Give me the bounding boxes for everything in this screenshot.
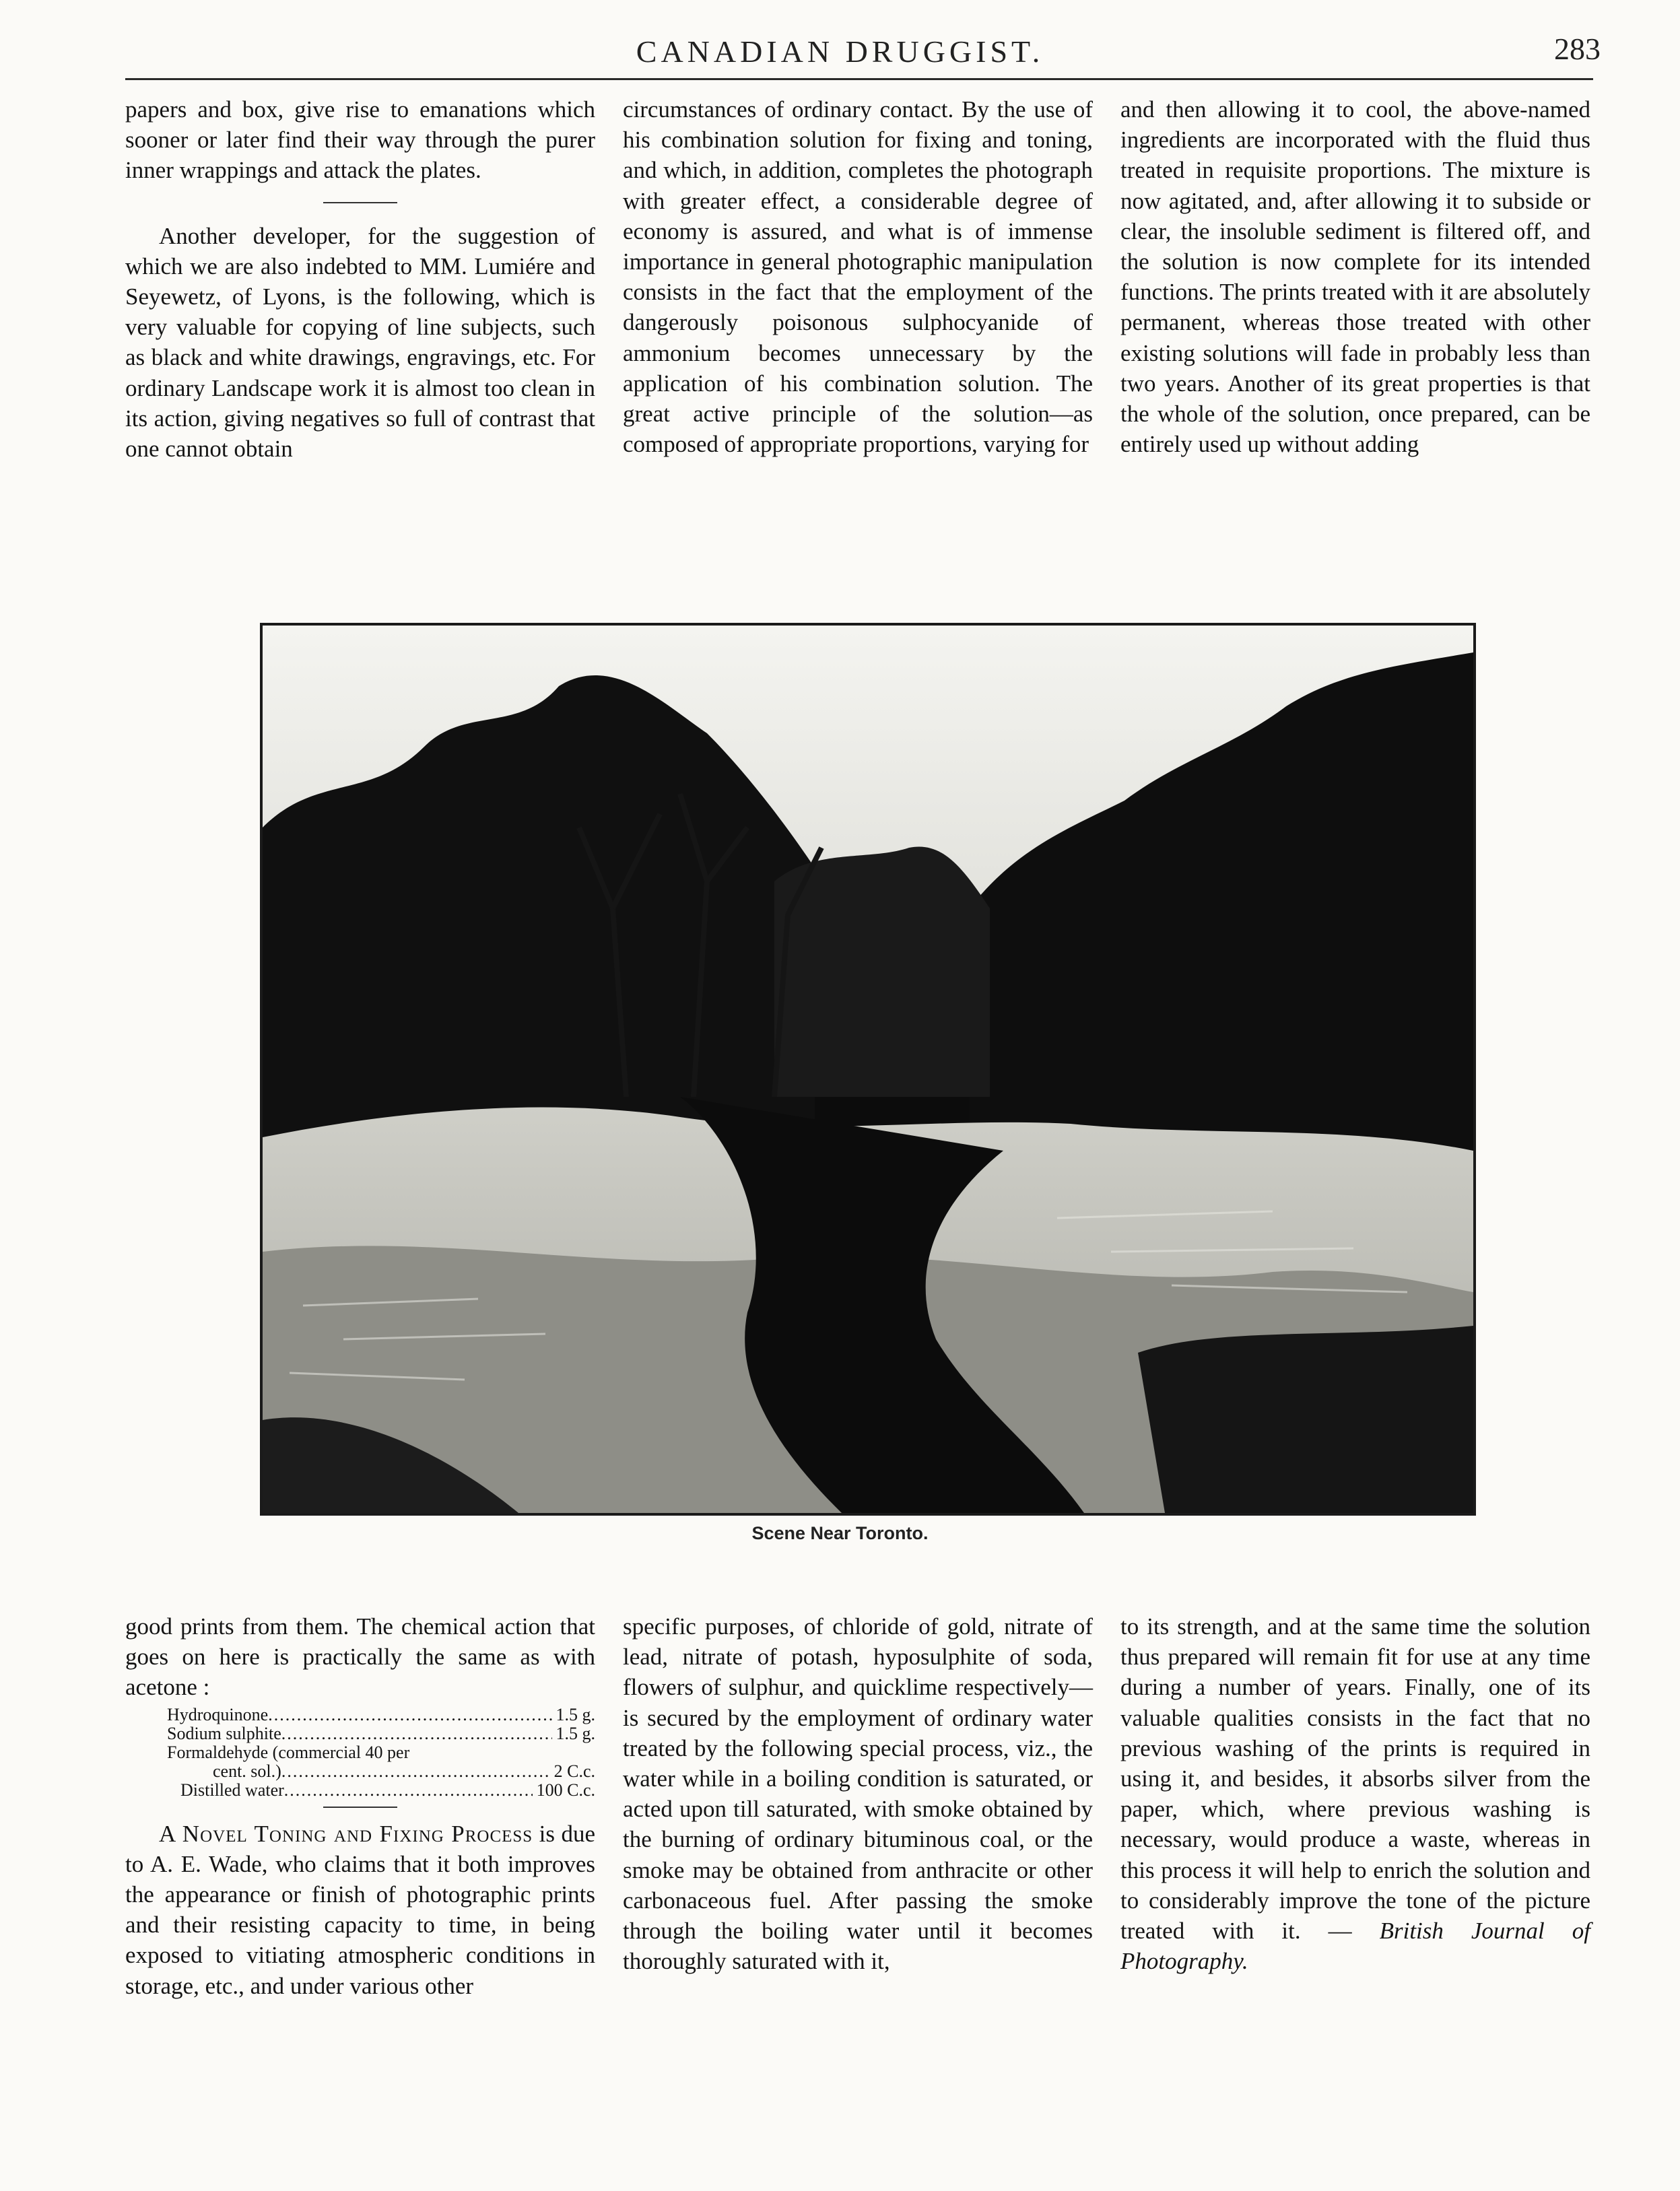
formula-row <box>125 1706 595 1724</box>
formula-ingredient: Sodium sulphite <box>167 1723 281 1743</box>
formula-row <box>125 1743 595 1762</box>
bottom-column-3 <box>1120 1611 1590 1976</box>
formula-amount: 100 C.c. <box>536 1780 595 1800</box>
formula-amount: 2 C.c. <box>553 1761 595 1781</box>
formula-row <box>125 1762 595 1781</box>
bottom-col2-paragraph: specific purposes, of chloride of gold, nitrate of lead, nitrate of potash, hyposulphite of soda, flowers of sulphur, and quicklime respectively—is secured by the employment of ordinary water treated by the following special process, viz., the water while in a boiling condition is saturated, or acted upon till saturated, with smoke obtained by the burning of ordinary bituminous coal, or the smoke may be obtained from anthracite or other carbonaceous fuel. After passing the smoke through the boiling water until it becomes thoroughly saturated with it, <box>623 1613 1093 1975</box>
top-column-1 <box>125 94 595 464</box>
landscape-photograph <box>260 623 1476 1516</box>
formula-ingredient: Formaldehyde (commercial 40 per <box>167 1742 410 1762</box>
bottom-col3-text: to its strength, and at the same time the solution thus prepared will remain fit for use at any time during a number of years. Finally, one of its valuable qualities consists in the fact that no previous washing of the prints is required in using it, and besides, it absorbs silver from the paper, which, where previous washing is necessary, would produce a waste, whereas in this process it will help to enrich the solution and to considerably improve the tone of the picture treated with it. — <box>1120 1613 1590 1945</box>
page-header-title: CANADIAN DRUGGIST. <box>636 34 1044 69</box>
river-scene-image <box>263 626 1473 1513</box>
top-column-3 <box>1120 94 1590 459</box>
top-col1-paragraph-1: papers and box, give rise to emanations which sooner or later find their way through the purer inner wrappings and attack the plates. <box>125 96 595 184</box>
article-text: is due to A. E. Wade, who claims that it both improves the appearance or finish of photographic prints and their resisting capacity to time, in being exposed to vitiating atmospheric conditions in storage, etc., and under various other <box>125 1820 595 1999</box>
bottom-col3-paragraph <box>1120 1611 1590 1976</box>
section-divider <box>323 202 397 203</box>
figure-caption: Scene Near Toronto. <box>751 1523 929 1543</box>
source-citation: British Journal of Photography. <box>1120 1918 1590 1975</box>
developer-formula <box>125 1706 595 1800</box>
formula-amount: 1.5 g. <box>556 1723 595 1743</box>
formula-amount: 1.5 g. <box>556 1704 595 1724</box>
bottom-col1-paragraph-1: good prints from them. The chemical action that goes on here is practically the same as with acetone : <box>125 1613 595 1701</box>
bottom-column-2 <box>623 1611 1093 1976</box>
formula-ingredient: Hydroquinone <box>167 1704 269 1724</box>
section-divider <box>323 1807 397 1808</box>
article-heading: A Novel Toning and Fixing Process <box>159 1820 533 1847</box>
header-rule <box>125 78 1593 80</box>
formula-row <box>125 1781 595 1800</box>
page-number: 283 <box>1554 32 1601 66</box>
top-col2-paragraph: circumstances of ordinary contact. By the use of his combination solution for fixing and toning, and which, in addition, completes the photograph with greater effect, a considerable degree of economy is assured, and what is of immense importance in general photographic manipulation consists in the fact that the employment of the dangerously poisonous sulphocyanide of ammonium becomes unnecessary by the application of his combination solution. The great active principle of the solution—as composed of appropriate proportions, varying for <box>623 96 1093 458</box>
formula-ingredient: Distilled water <box>180 1780 284 1800</box>
formula-row <box>125 1724 595 1743</box>
bottom-column-1 <box>125 1611 595 2001</box>
bottom-col1-paragraph-2 <box>125 1819 595 2001</box>
top-col3-paragraph: and then allowing it to cool, the above-named ingredients are incorporated with the fluid thus treated in requisite proportions. The mixture is now agitated, and, after allowing it to subside or clear, the insoluble sediment is filtered off, and the solution is now complete for its intended functions. The prints treated with it are absolutely permanent, whereas those treated with other existing solutions will fade in probably less than two years. Another of its great properties is that the whole of the solution, once prepared, can be entirely used up without adding <box>1120 96 1590 458</box>
formula-ingredient: cent. sol.) <box>213 1761 281 1781</box>
top-column-2 <box>623 94 1093 459</box>
top-col1-paragraph-2: Another developer, for the suggestion of which we are also indebted to MM. Lumiére and Seyewetz, of Lyons, is the following, which is very valuable for copying of line subjects, such as black and white drawings, engravings, etc. For ordinary Landscape work it is almost too clean in its action, giving negatives so full of contrast that one cannot obtain <box>125 222 595 463</box>
